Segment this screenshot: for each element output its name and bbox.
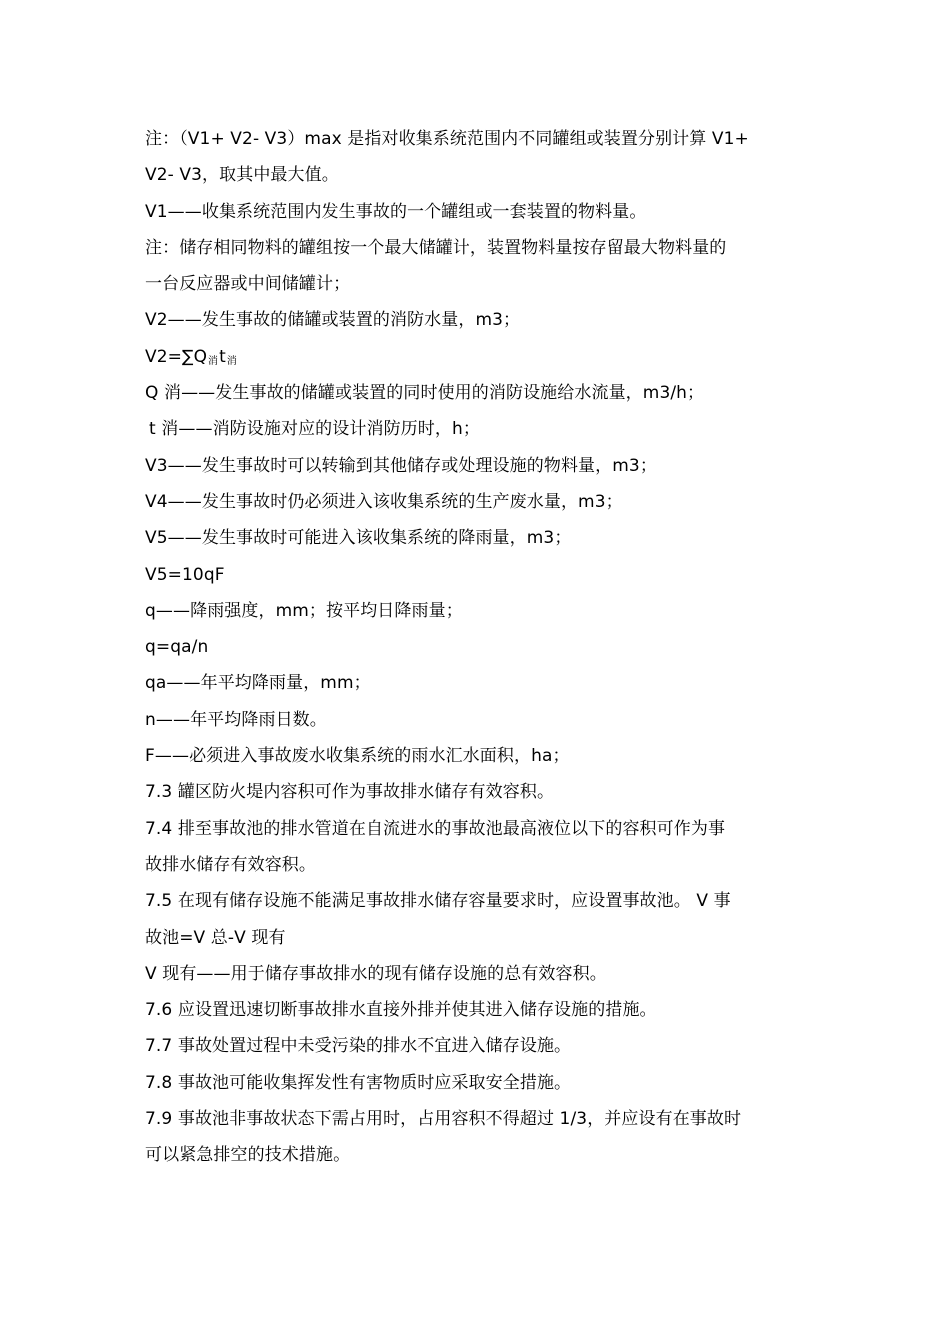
text-line-4: 注：储存相同物料的罐组按一个最大储罐计，装置物料量按存留最大物料量的 bbox=[145, 237, 727, 258]
text-line-17: n——年平均降雨日数。 bbox=[145, 709, 327, 730]
text-line-11: V4——发生事故时仍必须进入该收集系统的生产废水量，m3； bbox=[145, 491, 623, 512]
text-line-3: V1——收集系统范围内发生事故的一个罐组或一套装置的物料量。 bbox=[145, 201, 647, 222]
text-line-9: t 消——消防设施对应的设计消防历时，h； bbox=[149, 419, 480, 440]
text-line-27: 7.8 事故池可能收集挥发性有害物质时应采取安全措施。 bbox=[145, 1072, 572, 1093]
text-line-25: 7.6 应设置迅速切断事故排水直接外排并使其进入储存设施的措施。 bbox=[145, 1000, 657, 1021]
text-line-26: 7.7 事故处置过程中未受污染的排水不宜进入储存设施。 bbox=[145, 1036, 572, 1057]
text-line-23: 故池=V 总-V 现有 bbox=[145, 927, 286, 948]
formula-v2 bbox=[145, 339, 805, 375]
text-line-16: qa——年平均降雨量，mm； bbox=[145, 673, 371, 694]
text-line-29: 可以紧急排空的技术措施。 bbox=[145, 1145, 351, 1166]
text-line-6: V2——发生事故的储罐或装置的消防水量，m3； bbox=[145, 310, 521, 331]
text-line-5: 一台反应器或中间储罐计； bbox=[145, 274, 351, 295]
formula-v2-lhs: V2= bbox=[145, 346, 182, 367]
text-line-21: 故排水储存有效容积。 bbox=[145, 854, 316, 875]
text-line-14: q——降雨强度，mm；按平均日降雨量； bbox=[145, 600, 463, 621]
text-line-18: F——必须进入事故废水收集系统的雨水汇水面积，ha； bbox=[145, 746, 570, 767]
text-line-13: V5=10qF bbox=[145, 564, 225, 585]
text-line-19: 7.3 罐区防火堤内容积可作为事故排水储存有效容积。 bbox=[145, 782, 555, 803]
formula-t-subscript: 消 bbox=[226, 355, 238, 367]
text-line-24: V 现有——用于储存事故排水的现有储存设施的总有效容积。 bbox=[145, 963, 607, 984]
text-line-2: V2- V3，取其中最大值。 bbox=[145, 165, 339, 186]
text-line-22: 7.5 在现有储存设施不能满足事故排水储存容量要求时，应设置事故池。 V 事 bbox=[145, 891, 731, 912]
text-line-20: 7.4 排至事故池的排水管道在自流进水的事故池最高液位以下的容积可作为事 bbox=[145, 818, 726, 839]
text-line-8: Q 消——发生事故的储罐或装置的同时使用的消防设施给水流量，m3/h； bbox=[145, 383, 705, 404]
formula-t: t bbox=[219, 346, 226, 367]
text-line-12: V5——发生事故时可能进入该收集系统的降雨量，m3； bbox=[145, 528, 572, 549]
text-line-28: 7.9 事故池非事故状态下需占用时，占用容积不得超过 1/3，并应设有在事故时 bbox=[145, 1109, 742, 1130]
text-line-15: q=qa/n bbox=[145, 637, 209, 658]
document-body bbox=[145, 121, 805, 1174]
formula-q: Q bbox=[193, 346, 208, 367]
text-line-1: 注：（V1+ V2- V3）max 是指对收集系统范围内不同罐组或装置分别计算 V1+ bbox=[145, 129, 749, 149]
text-line-10: V3——发生事故时可以转输到其他储存或处理设施的物料量，m3； bbox=[145, 455, 657, 476]
formula-q-subscript: 消 bbox=[208, 355, 219, 367]
formula-sigma: ∑ bbox=[182, 346, 194, 367]
